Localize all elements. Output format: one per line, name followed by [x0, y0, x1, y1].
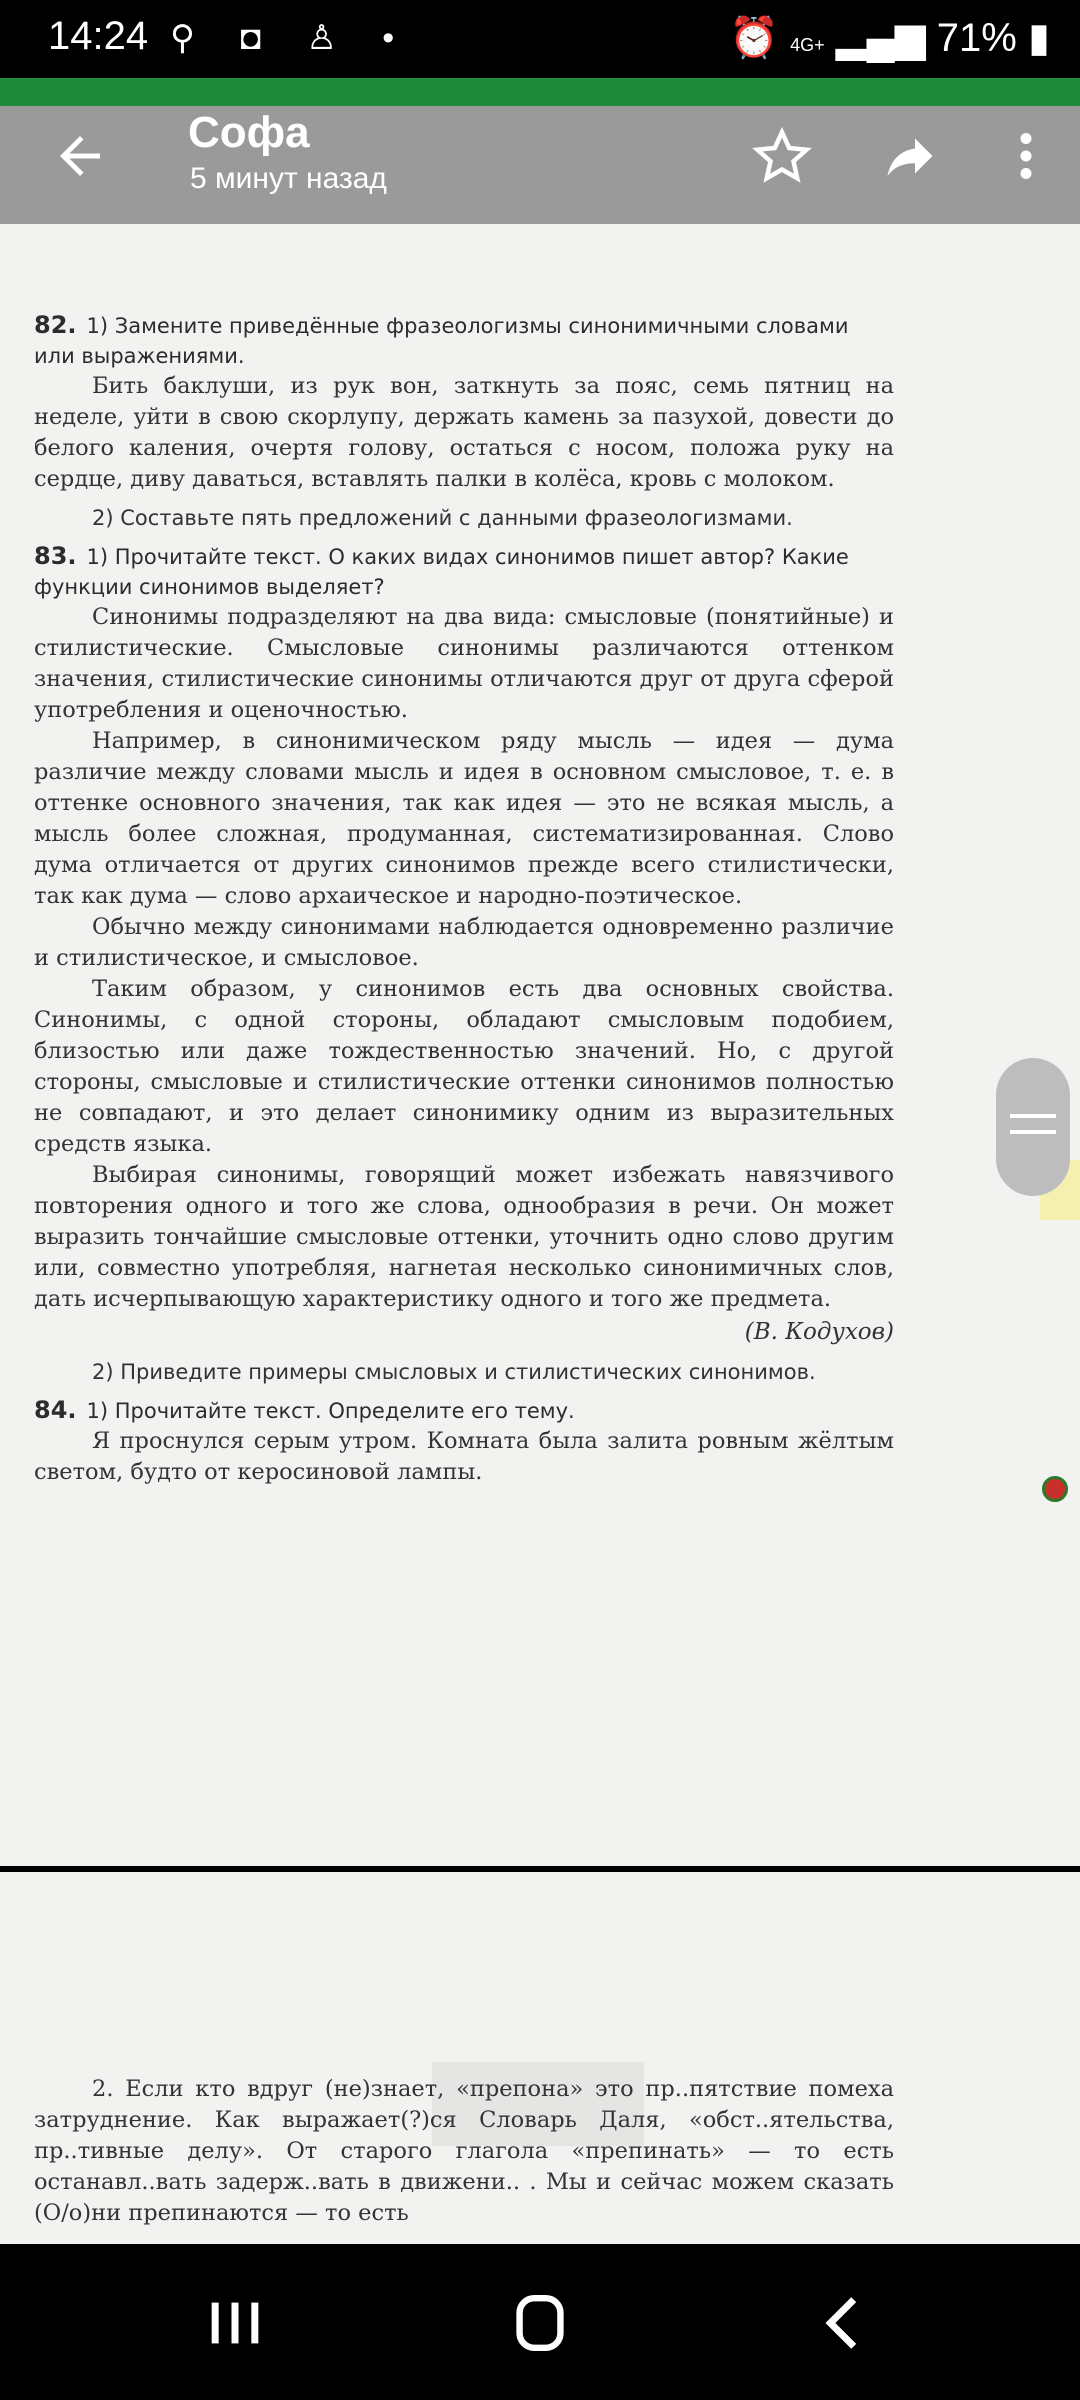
task-82-question-2: 2) Составьте пять предложений с данными фразеологизмами.: [92, 506, 793, 530]
task-82-q1-text: 1) Замените приведённые фразеологизмы синонимичными словами или выражениями.: [34, 314, 849, 368]
task-83-q1-text: 1) Прочитайте текст. О каких видах синонимов пишет автор? Какие функции синонимов выделяет?: [34, 545, 849, 599]
chat-subtitle: 5 минут назад: [190, 162, 387, 195]
second-photo-text: 2. Если кто вдруг (не)знает, «препона» это пр..пятствие помеха затруднение. Как выражает(?)ся Словарь Даля, «обст..ятельства, пр..тивные делу». От старого глагола «препинать» — то есть останавл..вать задерж..вать в движени.. . Мы и сейчас можем сказать (О/о)ни препинаются — то есть: [34, 2076, 894, 2226]
system-nav-bar: [0, 2244, 1080, 2400]
paragraph-3: Обычно между синонимами наблюдается одновременно различие и стилистическое, и смысловое.: [34, 914, 894, 971]
back-arrow-icon[interactable]: [50, 126, 110, 186]
task-84-question-1: [34, 1395, 894, 1426]
recent-apps-icon[interactable]: [200, 2288, 270, 2358]
paragraph-2: Например, в синонимическом ряду мысль — идея — дума различие между словами мысль и идея в основном смысловое, т. е. в оттенке основного значения, так как идея — это не всякая мысль, а мысль более сложная, продуманная, систематизированная. Слово дума отличается от других синонимов прежде всего стилистически, так как дума — слово архаическое и народно-поэтическое.: [34, 728, 894, 909]
alarm-icon: ⏰: [729, 16, 780, 60]
task-84-q1-text: 1) Прочитайте текст. Определите его тему.: [86, 1399, 575, 1423]
task-82-question-1: [34, 310, 894, 371]
task-84-number: 84.: [34, 1396, 77, 1424]
task-83-question-2: 2) Приведите примеры смысловых и стилистических синонимов.: [92, 1360, 816, 1384]
task-83-question-1: [34, 541, 894, 602]
signal-icon: ▂▄▆: [835, 16, 926, 60]
task-82-body: Бить баклуши, из рук вон, заткнуть за пояс, семь пятниц на неделе, уйти в свою скорлупу, держать камень за пазухой, довести до белого каления, очертя голову, остаться с носом, положа руку на сердце, диву даваться, вставлять палки в колёса, кровь с молоком.: [34, 373, 894, 492]
more-vert-icon[interactable]: [996, 126, 1056, 186]
background-app-strip: [0, 78, 1080, 106]
back-nav-icon[interactable]: [810, 2288, 880, 2358]
app-bar: [0, 106, 1080, 224]
task-83-number: 83.: [34, 542, 77, 570]
paragraph-1: Синонимы подразделяют на два вида: смысловые (понятийные) и стилистические. Смысловые синонимы различаются оттенком значения, стилистические синонимы отличаются друг от друга сферой употребления и оценочностью.: [34, 604, 894, 723]
task-82-number: 82.: [34, 311, 77, 339]
task-84-body: Я проснулся серым утром. Комната была залита ровным жёлтым светом, будто от керосиновой лампы.: [34, 1428, 894, 1485]
scroll-grip-line: [1010, 1114, 1056, 1118]
photo-document-page: [34, 310, 894, 1488]
chat-title: Софа: [188, 108, 310, 157]
author-attribution: (В. Кодухов): [744, 1319, 894, 1345]
status-notification-icons: ⚲ ◘ ♙ •: [170, 19, 413, 57]
share-icon[interactable]: [880, 126, 940, 186]
status-time: 14:24: [48, 14, 149, 58]
home-icon[interactable]: [505, 2288, 575, 2358]
image-divider: [0, 1866, 1080, 1872]
battery-level: 71%: [936, 16, 1017, 60]
scrollbar-thumb[interactable]: [996, 1058, 1070, 1196]
star-icon[interactable]: [752, 126, 812, 186]
status-right: [729, 14, 1050, 61]
paragraph-5: Выбирая синонимы, говорящий может избежать навязчивого повторения одного и того же слова, однообразия в речи. Он может выразить тончайшие смысловые оттенки, уточнить одно слово другим или, совместно употребляя, нагнетая несколько синонимичных слов, дать исчерпывающую характеристику одного и того же предмета.: [34, 1162, 894, 1312]
status-bar: [0, 0, 1080, 80]
battery-icon: ▮: [1027, 16, 1050, 60]
marker-dot-icon: [1042, 1476, 1068, 1502]
network-label: 4G+: [790, 35, 825, 55]
paragraph-4: Таким образом, у синонимов есть два основных свойства. Синонимы, с одной стороны, обладают смысловым подобием, близостью или даже тождественностью значений. Но, с другой стороны, смысловые и стилистические оттенки синонимов полностью не совпадают, и это делает синонимику одним из выразительных средств языка.: [34, 976, 894, 1157]
scroll-grip-line: [1010, 1130, 1056, 1134]
